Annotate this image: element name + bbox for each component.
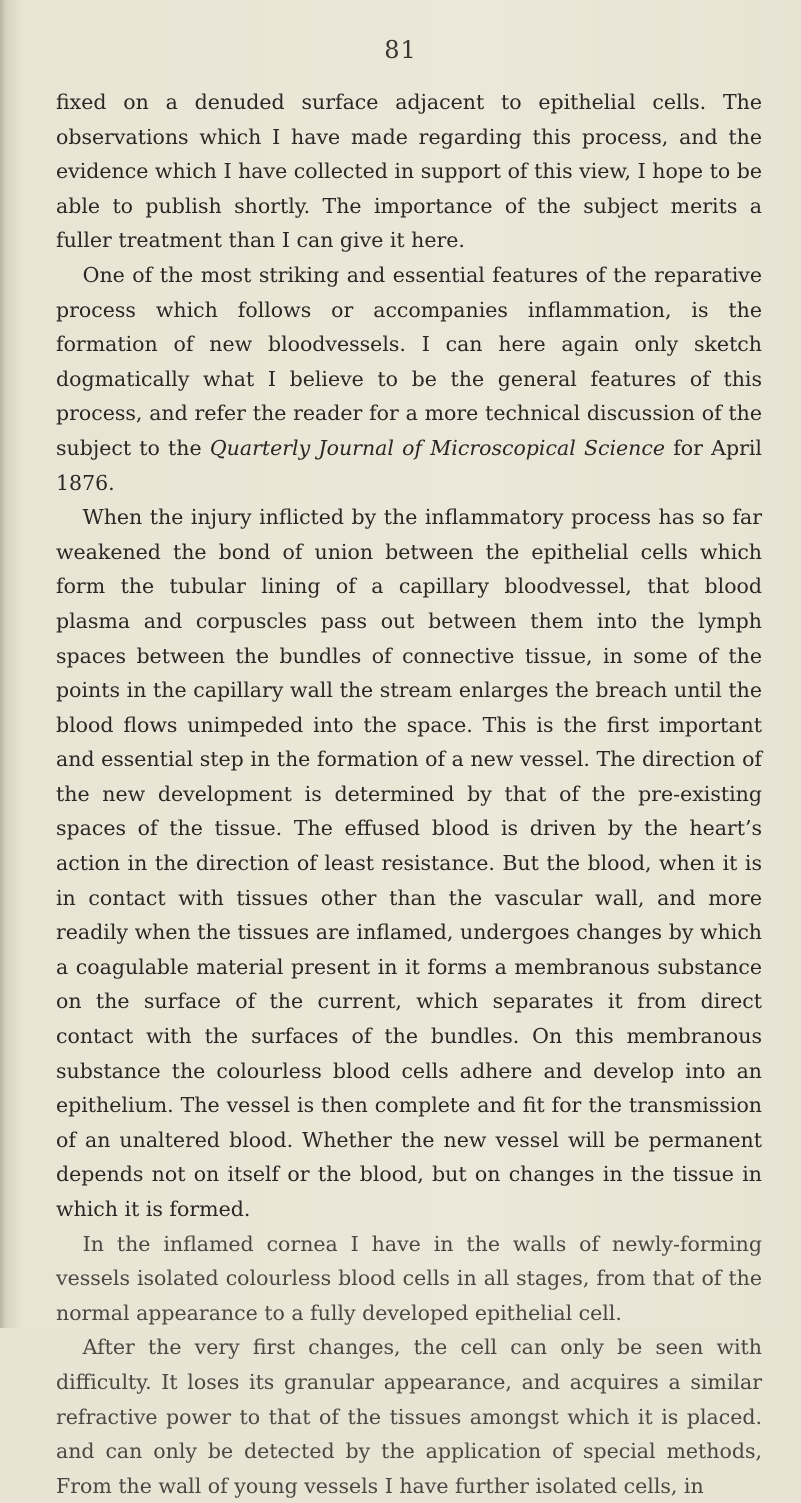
paragraph-bloodvessels xyxy=(56,258,762,500)
page-number: 81 xyxy=(384,36,417,64)
journal-title: Quarterly Journal of Microscopical Science xyxy=(209,435,665,460)
paragraph-first-changes: After the very first changes, the cell can only be seen with difficulty. It loses its granular appearance, and acquires a similar refractive power to that of the tissues amongst which it is placed. and can only be detected by the application of special methods, From the wall of young vessels I have further isolated cells, in xyxy=(56,1335,762,1498)
paragraph-text: for April 1876. xyxy=(56,435,762,495)
paragraph-cornea: In the inflamed cornea I have in the walls of newly-forming vessels isolated colourless blood cells in all stages, from that of the normal appearance to a fully developed epithelial cell. xyxy=(56,1231,762,1325)
paragraph-injury: When the injury inflicted by the inflammatory process has so far weakened the bond of union between the epithelial cells which form the tubular lining of a capillary bloodvessel, that blood plasma and corpuscles pass out between them into the lymph spaces between the bundles of connective tissue, in some of the points in the capillary wall the stream enlarges the breach until the blood flows unimpeded into the space. This is the first important and essential step in the formation of a new vessel. The direction of the new development is determined by that of the pre-existing spaces of the tissue. The effused blood is driven by the heart’s action in the direction of least resistance. But the blood, when it is in contact with tissues other than the vascular wall, and more readily when the tissues are inflamed, undergoes changes by which a coagulable material present in it forms a membranous substance on the surface of the current, which separates it from direct contact with the surfaces of the bundles. On this membranous substance the colourless blood cells adhere and develop into an epithelium. The vessel is then complete and fit for the transmission of an unaltered blood. Whether the new vessel will be permanent depends not on itself or the blood, but on changes in the tissue in which it is formed. xyxy=(56,505,762,1221)
paragraph-text: One of the most striking and essential features of the reparative process which follows or accompanies inflammation, is the formation of new bloodvessels. I can here again only sketch dogmatically what I believe to be the general features of this process, and refer the reader for a more technical discussion of the subject to the xyxy=(56,262,762,460)
paragraph-continuation: fixed on a denuded surface adjacent to epithelial cells. The observations which I have made regarding this process, and the evidence which I have collected in support of this view, I hope to be able to publish shortly. The importance of the subject merits a fuller treatment than I can give it here. xyxy=(56,90,762,253)
body-text xyxy=(56,85,762,1503)
